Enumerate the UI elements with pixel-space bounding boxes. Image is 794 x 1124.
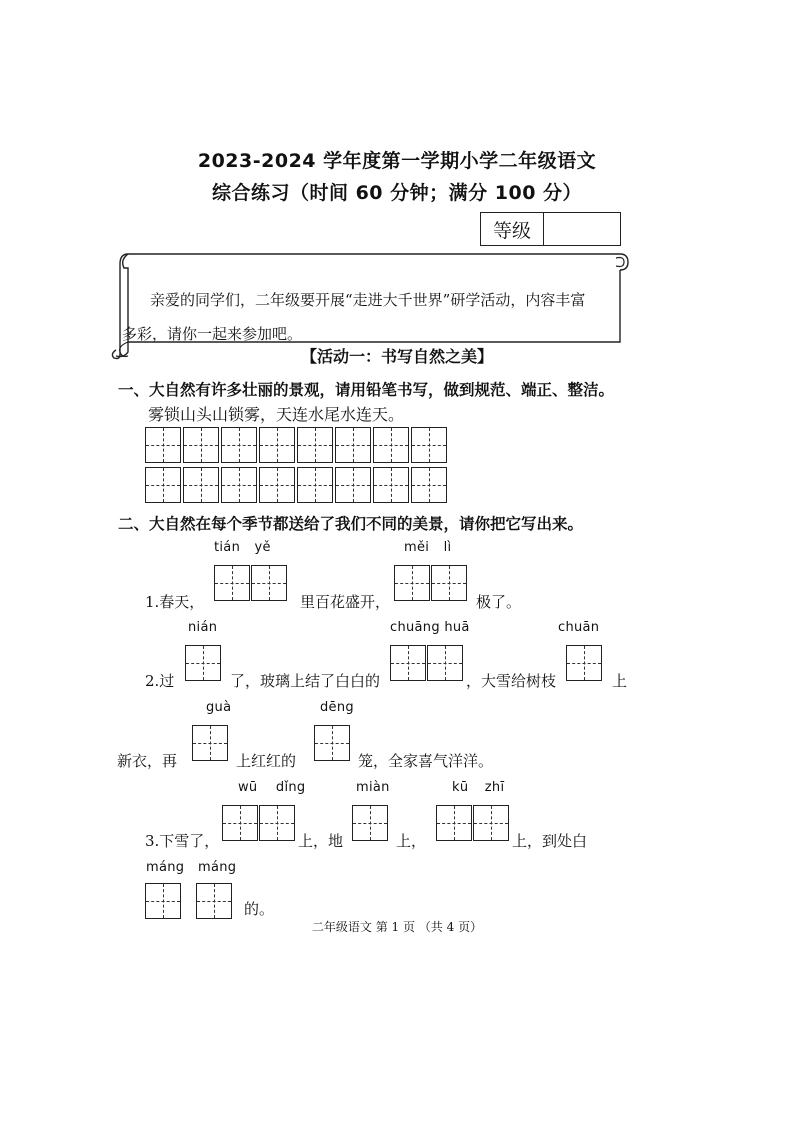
pinyin-meili: měi lì bbox=[404, 540, 452, 555]
answer-box-mangmang bbox=[145, 883, 233, 919]
writing-cell[interactable] bbox=[183, 427, 219, 463]
writing-cell[interactable] bbox=[373, 427, 409, 463]
writing-grid bbox=[145, 427, 449, 503]
intro-line-1: 亲爱的同学们，二年级要开展“走进大千世界”研学活动，内容丰富 bbox=[150, 291, 586, 309]
writing-cell[interactable] bbox=[259, 427, 295, 463]
writing-cell[interactable] bbox=[411, 427, 447, 463]
grade-box bbox=[480, 212, 621, 246]
question-1-prompt: 一、大自然有许多壮丽的景观，请用铅笔书写，做到规范、端正、整洁。 bbox=[118, 381, 615, 399]
pinyin-mian: miàn bbox=[356, 780, 390, 795]
answer-cell[interactable] bbox=[259, 805, 295, 841]
answer-cell[interactable] bbox=[427, 645, 463, 681]
item-1-text-b: 里百花盛开， bbox=[300, 593, 391, 611]
answer-cell[interactable] bbox=[473, 805, 509, 841]
answer-cell[interactable] bbox=[222, 805, 258, 841]
item-1-text-c: 极了。 bbox=[476, 593, 522, 611]
writing-cell[interactable] bbox=[145, 467, 181, 503]
writing-cell[interactable] bbox=[297, 427, 333, 463]
pinyin-kuzhi: kū zhī bbox=[452, 780, 505, 795]
writing-grid-row-1 bbox=[145, 427, 449, 463]
answer-cell[interactable] bbox=[251, 565, 287, 601]
item-3-text-e: 的。 bbox=[244, 900, 275, 918]
pinyin-deng: dēng bbox=[320, 700, 354, 715]
question-1-sentence: 雾锁山头山锁雾，天连水尾水连天。 bbox=[148, 405, 405, 424]
item-3-text-b: 上，地 bbox=[298, 832, 344, 850]
writing-cell[interactable] bbox=[335, 427, 371, 463]
item-2-text-a: 2.过 bbox=[145, 672, 175, 690]
item-2-text-f: 上红红的 bbox=[236, 752, 297, 770]
answer-box-mian bbox=[352, 805, 389, 841]
answer-cell[interactable] bbox=[314, 725, 350, 761]
writing-cell[interactable] bbox=[259, 467, 295, 503]
item-3-text-c: 上， bbox=[396, 832, 427, 850]
answer-box-chuan bbox=[566, 645, 603, 681]
answer-box-kuzhi bbox=[436, 805, 510, 841]
grade-label: 等级 bbox=[481, 213, 544, 245]
answer-cell[interactable] bbox=[192, 725, 228, 761]
answer-cell[interactable] bbox=[566, 645, 602, 681]
answer-cell[interactable] bbox=[394, 565, 430, 601]
grade-field[interactable] bbox=[544, 213, 620, 245]
pinyin-gua: guà bbox=[206, 700, 232, 715]
writing-cell[interactable] bbox=[221, 427, 257, 463]
answer-box-tianye bbox=[214, 565, 288, 601]
item-3-text-d: 上，到处白 bbox=[512, 832, 588, 850]
writing-cell[interactable] bbox=[145, 427, 181, 463]
writing-cell[interactable] bbox=[297, 467, 333, 503]
writing-cell[interactable] bbox=[373, 467, 409, 503]
exam-title: 2023-2024 学年度第一学期小学二年级语文 bbox=[197, 150, 597, 172]
exam-subtitle: 综合练习（时间 60 分钟；满分 100 分） bbox=[211, 182, 583, 204]
item-2-text-d: 上 bbox=[612, 672, 628, 690]
pinyin-tianye: tián yě bbox=[214, 540, 271, 555]
answer-cell[interactable] bbox=[145, 883, 181, 919]
answer-box-deng bbox=[314, 725, 351, 761]
pinyin-mang-1: máng bbox=[146, 860, 185, 875]
pinyin-chuanghua: chuāng huā bbox=[390, 620, 470, 635]
pinyin-mang-2: máng bbox=[198, 860, 237, 875]
pinyin-chuan: chuān bbox=[558, 620, 600, 635]
intro-line-2: 多彩，请你一起来参加吧。 bbox=[122, 325, 303, 343]
item-2-text-e: 新衣，再 bbox=[117, 752, 178, 770]
answer-cell[interactable] bbox=[390, 645, 426, 681]
answer-cell[interactable] bbox=[185, 645, 221, 681]
answer-cell[interactable] bbox=[352, 805, 388, 841]
writing-cell[interactable] bbox=[221, 467, 257, 503]
pinyin-nian: nián bbox=[188, 620, 218, 635]
pinyin-wuding: wū dǐng bbox=[238, 780, 306, 795]
writing-cell[interactable] bbox=[183, 467, 219, 503]
item-1-text-a: 1.春天， bbox=[145, 593, 205, 611]
page-footer: 二年级语文 第 1 页 （共 4 页） bbox=[311, 920, 483, 934]
answer-cell[interactable] bbox=[436, 805, 472, 841]
question-2-prompt: 二、大自然在每个季节都送给了我们不同的美景，请你把它写出来。 bbox=[118, 515, 584, 533]
answer-box-meili bbox=[394, 565, 468, 601]
item-2-text-b: 了，玻璃上结了白白的 bbox=[230, 672, 381, 690]
answer-box-nian bbox=[185, 645, 222, 681]
answer-cell[interactable] bbox=[196, 883, 232, 919]
writing-grid-row-2 bbox=[145, 467, 449, 503]
item-2-text-c: ，大雪给树枝 bbox=[466, 672, 557, 690]
item-2-text-g: 笼，全家喜气洋洋。 bbox=[358, 752, 494, 770]
answer-box-gua bbox=[192, 725, 229, 761]
writing-cell[interactable] bbox=[411, 467, 447, 503]
writing-cell[interactable] bbox=[335, 467, 371, 503]
answer-box-wuding bbox=[222, 805, 296, 841]
answer-cell[interactable] bbox=[214, 565, 250, 601]
answer-box-chuanghua bbox=[390, 645, 464, 681]
answer-cell[interactable] bbox=[431, 565, 467, 601]
item-3-text-a: 3.下雪了， bbox=[145, 832, 220, 850]
activity-title: 【活动一：书写自然之美】 bbox=[300, 347, 493, 366]
